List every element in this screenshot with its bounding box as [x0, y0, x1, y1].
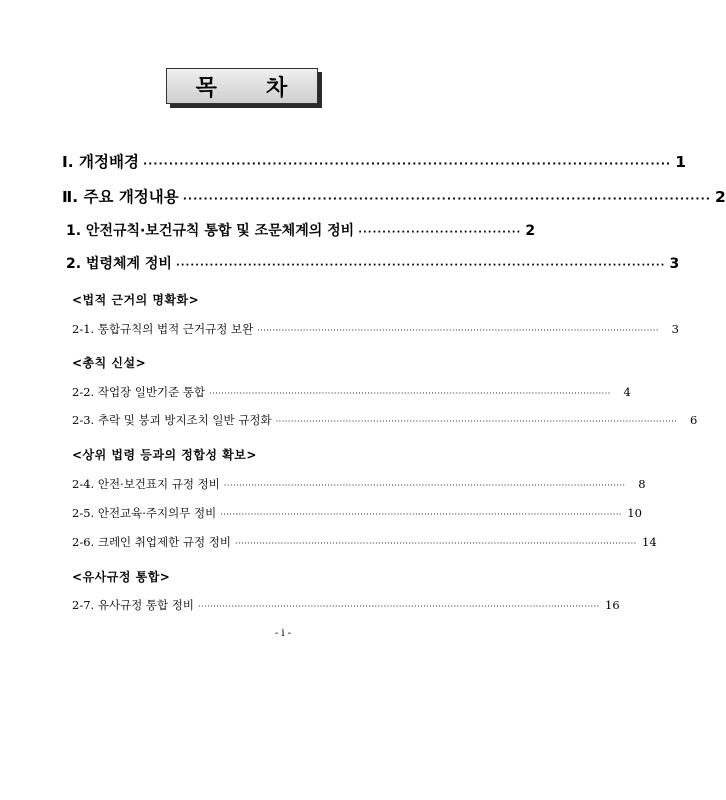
- toc-item-2-1[interactable]: [72, 321, 679, 337]
- toc-entry-background[interactable]: [62, 150, 686, 172]
- toc-item-2-7[interactable]: [72, 597, 620, 613]
- toc-item-label: 2-6. 크레인 취업제한 규정 정비: [72, 535, 231, 549]
- toc-entry-label: 1. 안전규칙·보건규칙 통합 및 조문체계의 정비: [66, 223, 355, 239]
- toc-entry-label: Ⅰ. 개정배경: [62, 153, 139, 171]
- toc-entry-page: 1: [675, 153, 686, 171]
- section-heading: <총칙 신설>: [72, 356, 147, 370]
- dot-leader: ······································································································: [175, 260, 666, 271]
- dot-leader: ····································································································································: [220, 510, 622, 519]
- section-heading: <상위 법령 등과의 정합성 확보>: [72, 448, 257, 462]
- toc-entry-main-changes[interactable]: [62, 185, 726, 207]
- toc-item-page: 8: [638, 477, 646, 491]
- toc-item-label: 2-3. 추락 및 붕괴 방지조치 일반 규정화: [72, 413, 272, 427]
- toc-entry-label: Ⅱ. 주요 개정내용: [62, 188, 179, 206]
- toc-item-2-3[interactable]: [72, 412, 698, 428]
- toc-entry-page: 2: [714, 188, 726, 206]
- toc-entry-legal-system[interactable]: [66, 253, 680, 273]
- toc-item-page: 4: [623, 385, 631, 399]
- dot-leader: ······································································································: [182, 192, 711, 205]
- toc-item-label: 2-7. 유사규정 통합 정비: [72, 598, 195, 612]
- toc-entry-page: 2: [525, 223, 536, 239]
- toc-item-2-5[interactable]: [72, 505, 642, 521]
- toc-entry-page: 3: [669, 256, 680, 272]
- toc-item-2-2[interactable]: [72, 384, 631, 400]
- dot-leader: ····································································································································: [198, 602, 600, 611]
- toc-item-2-6[interactable]: [72, 534, 657, 550]
- toc-entry-label: 2. 법령체계 정비: [66, 256, 172, 272]
- toc-title-box: [166, 68, 318, 104]
- dot-leader: ····································································································································: [223, 481, 626, 490]
- toc-item-page: 6: [689, 413, 698, 427]
- toc-item-label: 2-1. 통합규칙의 법적 근거규정 보완: [72, 322, 254, 336]
- dot-leader: ····································································································································: [257, 326, 659, 335]
- toc-item-page: 16: [605, 598, 620, 612]
- toc-item-label: 2-4. 안전·보건표지 규정 정비: [72, 477, 220, 491]
- section-heading: <유사규정 통합>: [72, 570, 171, 584]
- title-char-1: 목: [195, 75, 218, 101]
- toc-item-2-4[interactable]: [72, 476, 646, 492]
- section-heading: <법적 근거의 명확화>: [72, 293, 200, 307]
- dot-leader: ····································································································································: [209, 389, 611, 398]
- dot-leader: ······································································································: [142, 157, 672, 170]
- toc-entry-rule-integration[interactable]: [66, 220, 536, 240]
- toc-item-page: 14: [642, 535, 657, 549]
- toc-item-page: 3: [671, 322, 679, 336]
- dot-leader: ····································································································································: [275, 417, 678, 426]
- dot-leader: ····································································································································: [235, 539, 637, 548]
- dot-leader: ··································: [358, 227, 522, 238]
- page-number: - i -: [274, 628, 292, 639]
- toc-item-label: 2-2. 작업장 일반기준 통합: [72, 385, 206, 399]
- page-title: [166, 68, 318, 104]
- toc-item-page: 10: [627, 506, 642, 520]
- title-char-2: 차: [266, 75, 289, 101]
- toc-item-label: 2-5. 안전교육·주지의무 정비: [72, 506, 217, 520]
